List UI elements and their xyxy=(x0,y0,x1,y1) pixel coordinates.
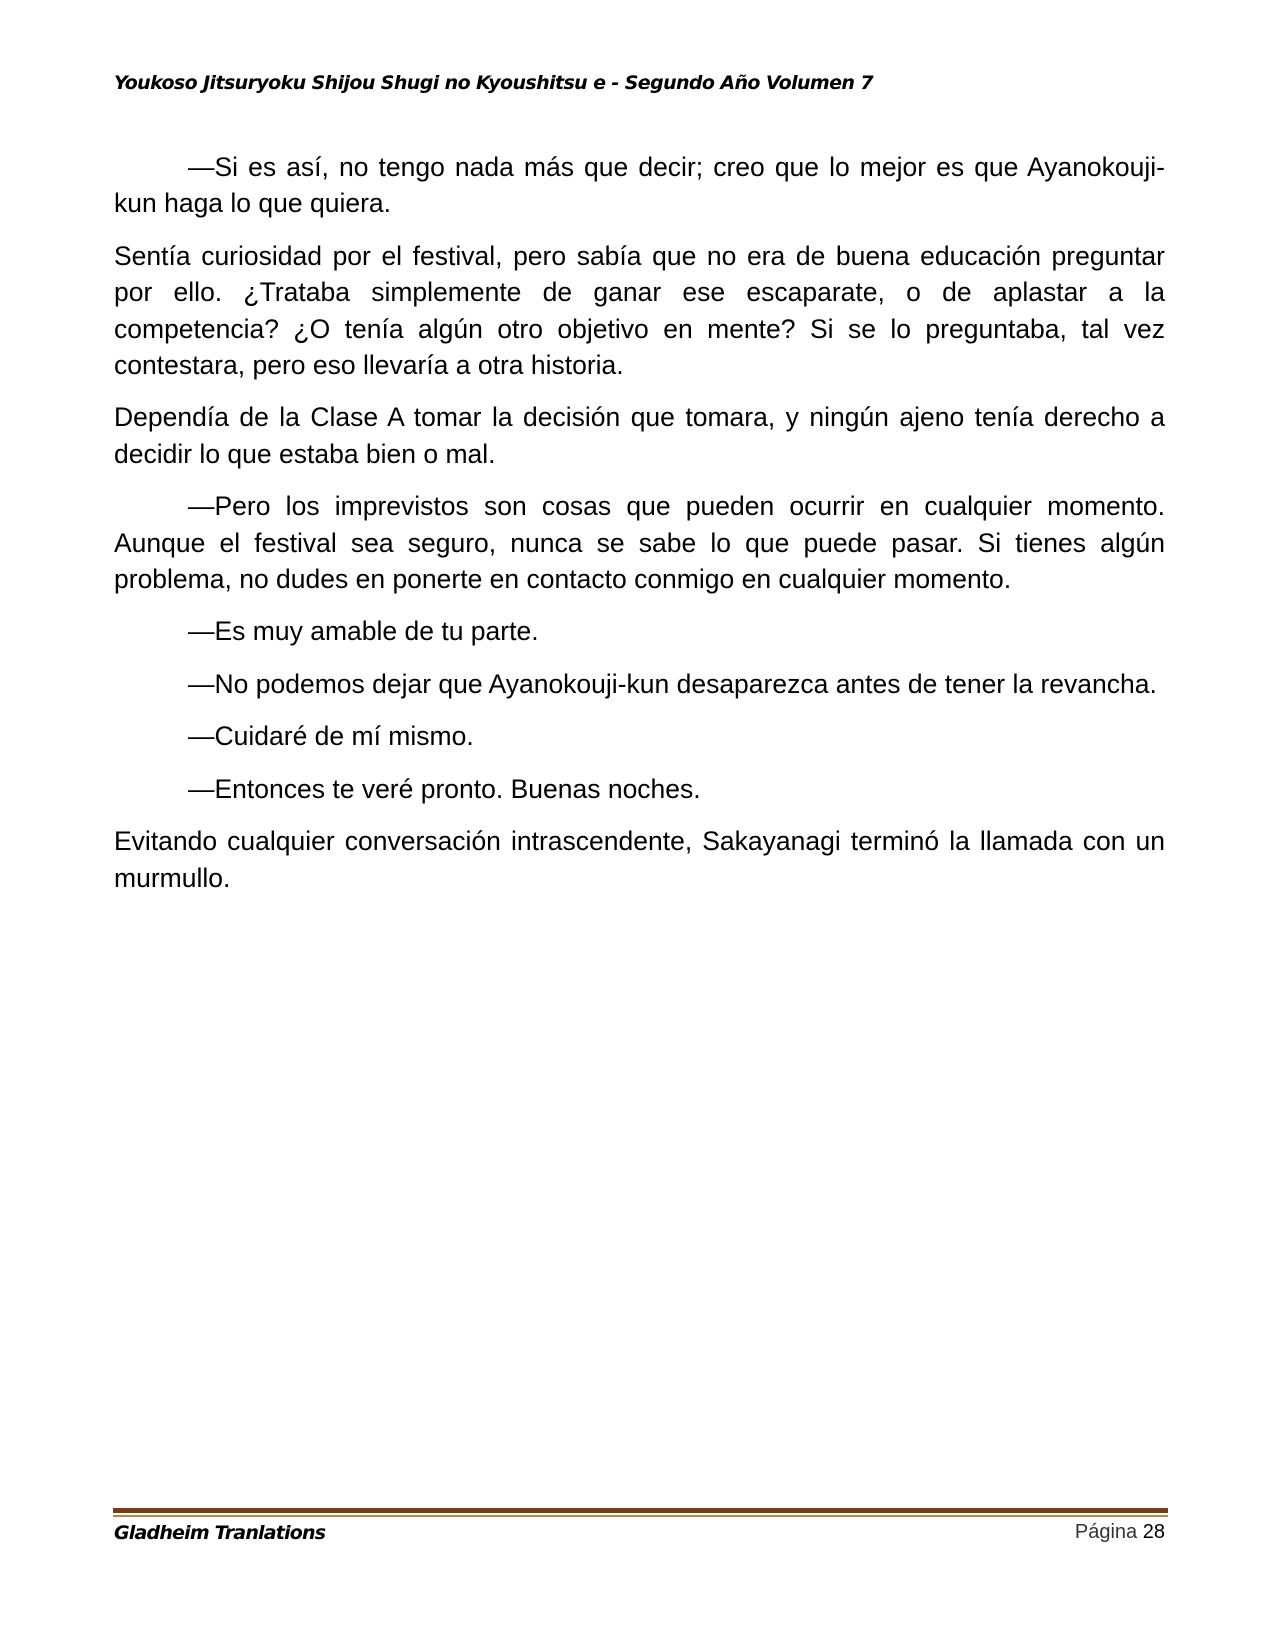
paragraph: —Es muy amable de tu parte. xyxy=(188,616,539,647)
footer-rule-thin xyxy=(113,1515,1168,1517)
footer-credit: Gladheim Tranlations xyxy=(114,1522,326,1544)
footer-rule xyxy=(113,1508,1168,1513)
paragraph: —No podemos dejar que Ayanokouji-kun desaparezca antes de tener la revancha. xyxy=(188,668,1157,699)
page-label: Página xyxy=(1074,1521,1138,1543)
paragraph: —Si es así, no tengo nada más que decir; creo que lo mejor es que Ayanokouji-kun haga lo que quiera. xyxy=(114,152,1165,219)
page-body xyxy=(114,149,1165,912)
paragraph: —Entonces te veré pronto. Buenas noches. xyxy=(188,773,701,804)
paragraph: Sentía curiosidad por el festival, pero sabía que no era de buena educación preguntar por ello. ¿Trataba simplemente de ganar ese escaparate, o de aplastar a la competencia? ¿O tenía algún otro objetivo en mente? Si se lo preguntaba, tal vez contestara, pero eso llevaría a otra historia. xyxy=(114,240,1165,381)
page-number-value: 28 xyxy=(1142,1521,1165,1543)
page-number xyxy=(1075,1521,1165,1544)
paragraph: Evitando cualquier conversación intrascendente, Sakayanagi terminó la llamada con un murmullo. xyxy=(114,826,1165,893)
running-header: Youkoso Jitsuryoku Shijou Shugi no Kyoushitsu e - Segundo Año Volumen 7 xyxy=(114,72,873,94)
paragraph: Dependía de la Clase A tomar la decisión que tomara, y ningún ajeno tenía derecho a decidir lo que estaba bien o mal. xyxy=(114,402,1165,469)
paragraph: —Cuidaré de mí mismo. xyxy=(188,721,474,752)
paragraph: —Pero los imprevistos son cosas que pueden ocurrir en cualquier momento. Aunque el festival sea seguro, nunca se sabe lo que puede pasar. Si tienes algún problema, no dudes en ponerte en contacto conmigo en cualquier momento. xyxy=(114,491,1165,595)
